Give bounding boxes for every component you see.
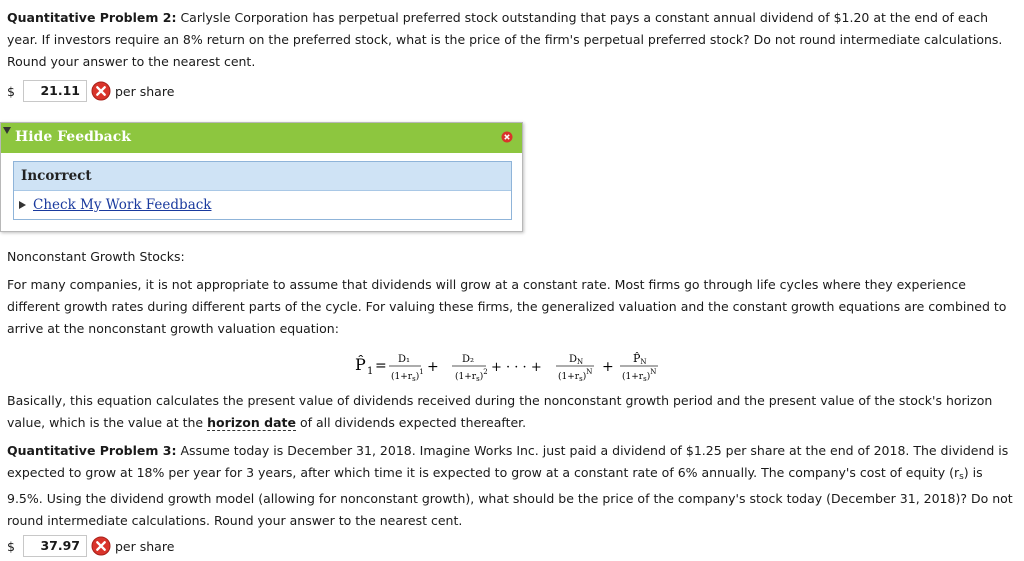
unit-label: per share	[115, 83, 175, 99]
plus-2: +	[602, 359, 614, 375]
svg-text:P̂N	[633, 352, 647, 366]
termN-numerator: D	[569, 354, 578, 365]
problem-3-body-b: ) is 9.5%. Using the dividend growth model (allowing for nonconstant growth), what should be the price of the company's stock today (December 31, 2018)? Do not round intermediate calculations. Round your answer to the nearest cent.	[7, 465, 1013, 528]
section-heading: Nonconstant Growth Stocks:	[7, 249, 185, 264]
problem-2-answer-row	[7, 80, 174, 102]
close-icon[interactable]	[501, 131, 513, 143]
termP-numerator: P̂	[633, 352, 641, 365]
rs-subscript: s	[959, 472, 964, 482]
termP-sub: s	[643, 375, 647, 383]
currency-symbol: $	[7, 83, 15, 99]
svg-text:DN	[569, 354, 583, 366]
section-intro: For many companies, it is not appropriate to assume that dividends will grow at a constant rate. Most firms go through life cycles where they experience different growth rates during different parts of the cycle. For valuing these firms, the generalized valuation and the constant growth equations are combined to arrive at the nonconstant growth valuation equation:	[7, 277, 1007, 336]
formula-equals: =	[375, 358, 387, 374]
svg-text:(1+rs)N	[622, 368, 656, 383]
hide-feedback-toggle[interactable]: Hide Feedback	[15, 129, 131, 145]
incorrect-icon	[91, 81, 111, 101]
termN-sub: s	[579, 375, 583, 383]
formula-lhs-sub: 1	[367, 366, 374, 377]
unit-label: per share	[115, 538, 175, 554]
problem-3-text	[7, 440, 1019, 532]
answer-input[interactable]: 37.97	[23, 535, 87, 557]
valuation-formula	[355, 346, 675, 386]
termN-denominator: (1+r	[558, 372, 580, 382]
termP-denominator: (1+r	[622, 372, 644, 382]
problem-2-body: Carlysle Corporation has perpetual preferred stock outstanding that pays a constant annual dividend of $1.20 at the end of each year. If investors require an 8% return on the preferred stock, what is the price of the firm's perpetual preferred stock? Do not round intermediate calculations. Round your answer to the nearest cent.	[7, 10, 1003, 69]
term1-close: )	[415, 372, 420, 382]
explanation-part-1: Basically, this equation calculates the present value of dividends received during the nonconstant growth period and the present value of the stock's horizon value, which is the value at the	[7, 393, 993, 430]
term2-exp: 2	[483, 368, 488, 376]
plus-1: +	[427, 359, 439, 375]
termP-numerator-sub: N	[640, 358, 647, 366]
check-my-work-link[interactable]: Check My Work Feedback	[33, 197, 212, 213]
feedback-status: Incorrect	[14, 162, 511, 191]
termN-close: )	[582, 372, 587, 382]
formula-explanation	[7, 390, 1019, 434]
problem-3-body-a: Assume today is December 31, 2018. Imagine Works Inc. just paid a dividend of $1.25 per share at the end of 2018. The dividend is expected to grow at 18% per year for 3 years, after which time it is expected to grow at a constant rate of 6% annually. The company's cost of equity (r	[7, 443, 1009, 480]
term1-denominator: (1+r	[391, 372, 413, 382]
termP-close: )	[646, 372, 651, 382]
ellipsis: + · · · +	[491, 360, 542, 375]
term2-close: )	[479, 372, 484, 382]
answer-input[interactable]: 21.11	[23, 80, 87, 102]
problem-2-label: Quantitative Problem 2:	[7, 10, 177, 25]
term1-numerator: D₁	[397, 354, 411, 365]
explanation-part-2: of all dividends expected thereafter.	[299, 415, 527, 430]
termN-exp: N	[586, 368, 593, 376]
termN-numerator-sub: N	[577, 358, 584, 366]
termP-exp: N	[650, 368, 657, 376]
svg-text:(1+rs)N	[558, 368, 592, 383]
formula-lhs: P̂	[355, 355, 366, 374]
problem-2-text	[7, 7, 1019, 73]
collapse-triangle-icon	[3, 127, 11, 135]
problem-3-label: Quantitative Problem 3:	[7, 443, 177, 458]
term2-sub: s	[476, 375, 480, 383]
feedback-header[interactable]	[1, 123, 522, 153]
incorrect-icon	[91, 536, 111, 556]
problem-3-answer-row	[7, 535, 174, 557]
horizon-date-term[interactable]: horizon date	[207, 415, 296, 430]
feedback-panel	[0, 122, 523, 232]
term1-sub: s	[412, 375, 416, 383]
term2-numerator: D₂	[461, 354, 475, 365]
term1-exp: 1	[419, 368, 424, 376]
check-work-row	[19, 197, 211, 213]
term2-denominator: (1+r	[455, 372, 477, 382]
expand-triangle-icon	[19, 201, 27, 209]
svg-text:(1+rs)2	[455, 368, 488, 383]
currency-symbol: $	[7, 538, 15, 554]
svg-text:(1+rs)1	[391, 368, 424, 383]
